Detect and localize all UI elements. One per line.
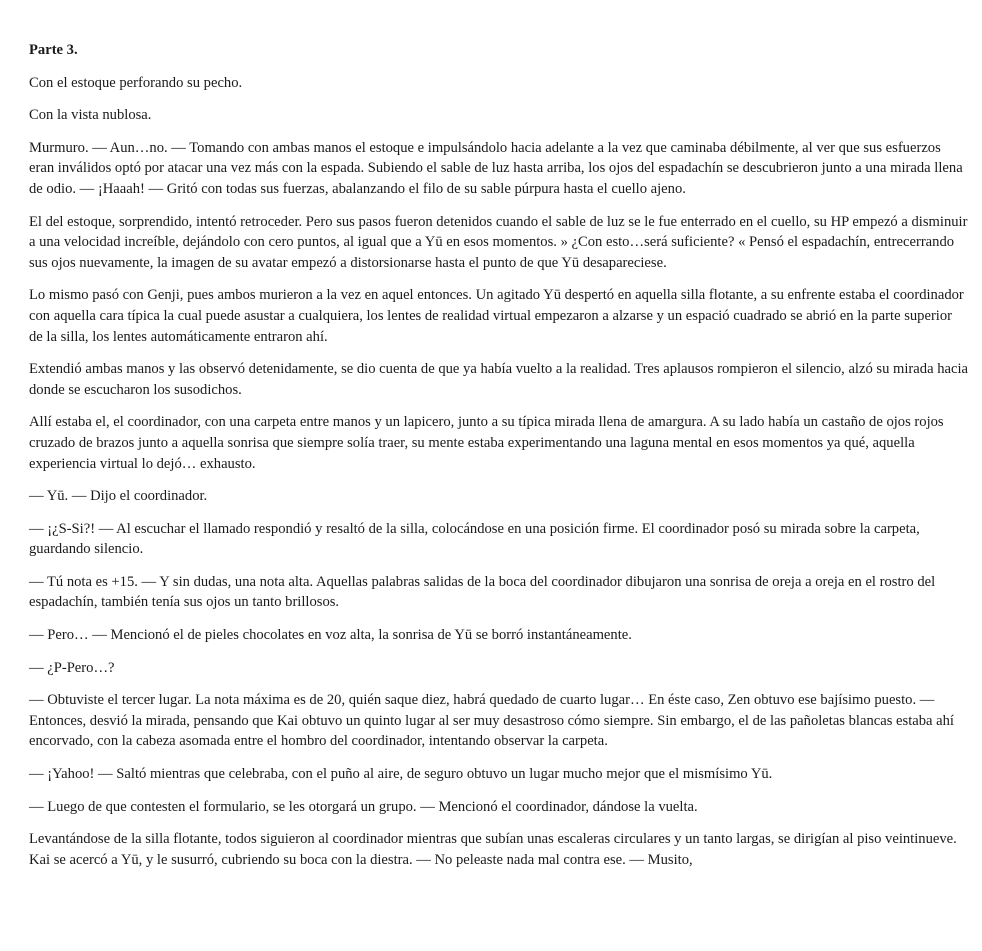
section-heading: Parte 3.	[29, 42, 78, 58]
paragraph: — Yū. — Dijo el coordinador.	[29, 488, 208, 505]
paragraph: Lo mismo pasó con Genji, pues ambos murieron a la vez en aquel entonces. Un agitado Yū despertó en aquella silla flotante, a su enfrente estaba el coordinador con aquella cara típica la cual puede asustar a cualquiera, los lentes de realidad virtual empezaron a alzarse y un espació cuadrado se abrió en la parte superior de la silla, los lentes automáticamente entraron ahí.	[29, 287, 964, 345]
paragraph: — Luego de que contesten el formulario, se les otorgará un grupo. — Mencionó el coordinador, dándose la vuelta.	[29, 798, 698, 815]
paragraph: Con el estoque perforando su pecho.	[29, 74, 243, 91]
paragraph: — Obtuviste el tercer lugar. La nota máxima es de 20, quién saque diez, habrá quedado de cuarto lugar… En éste caso, Zen obtuvo ese bajísimo puesto. — Entonces, desvió la mirada, pensando que Kai obtuvo un quinto lugar al ser muy desastroso cómo siempre. Sin embargo, el de las pañoletas blancas estaba ahí encorvado, con la cabeza asomada entre el hombro del coordinador, intentando observar la carpeta.	[29, 692, 954, 750]
paragraph: Allí estaba el, el coordinador, con una carpeta entre manos y un lapicero, junto a su típica mirada llena de amargura. A su lado había un castaño de ojos rojos cruzado de brazos junto a aquella sonrisa que siempre solía traer, su mente estaba experimentando una laguna mental en esos momentos ya qué, aquella experiencia virtual lo dejó… exhausto.	[29, 414, 944, 472]
paragraph: Extendió ambas manos y las observó detenidamente, se dio cuenta de que ya había vuelto a la realidad. Tres aplausos rompieron el silencio, alzó su mirada hacia donde se escucharon los susodichos.	[29, 361, 968, 398]
paragraph: El del estoque, sorprendido, intentó retroceder. Pero sus pasos fueron detenidos cuando el sable de luz se le fue enterrado en el cuello, su HP empezó a disminuir a una velocidad increíble, dejándolo con cero puntos, al igual que a Yū en esos momentos. » ¿Con esto…será suficiente? « Pensó el espadachín, entrecerrando sus ojos nuevamente, la imagen de su avatar empezó a distorsionarse hasta el punto de que Yū desapareciese.	[29, 213, 968, 271]
paragraph: — ¡¿S-Si?! — Al escuchar el llamado respondió y resaltó de la silla, colocándose en una posición firme. El coordinador posó su mirada sobre la carpeta, guardando silencio.	[29, 520, 920, 558]
paragraph: Levantándose de la silla flotante, todos siguieron al coordinador mientras que subían unas escaleras circulares y un tanto largas, se dirigían al piso veintinueve. Kai se acercó a Yū, y le susurró, cubriendo su boca con la diestra. — No peleaste nada mal contra ese. — Musito,	[29, 831, 957, 868]
paragraph: — ¡Yahoo! — Saltó mientras que celebraba, con el puño al aire, de seguro obtuvo un lugar mucho mejor que el mismísimo Yū.	[29, 766, 773, 783]
paragraph: — ¿P-Pero…?	[29, 659, 115, 676]
paragraph: — Pero… — Mencionó el de pieles chocolates en voz alta, la sonrisa de Yū se borró instantáneamente.	[29, 627, 632, 644]
document-page	[29, 40, 969, 882]
paragraph: Murmuro. — Aun…no. — Tomando con ambas manos el estoque e impulsándolo hacia adelante a la vez que caminaba débilmente, al ver que sus esfuerzos eran inválidos optó por atacar una vez más con la espada. Subiendo el sable de luz hasta arriba, los ojos del espadachín se descubrieron junto a una mirada llena de odio. — ¡Haaah! — Gritó con todas sus fuerzas, abalanzando el filo de su sable púrpura hasta el cuello ajeno.	[29, 139, 963, 197]
paragraph: Con la vista nublosa.	[29, 107, 152, 124]
paragraph: — Tú nota es +15. — Y sin dudas, una nota alta. Aquellas palabras salidas de la boca del coordinador dibujaron una sonrisa de oreja a oreja en el rostro del espadachín, también tenía sus ojos un tanto brillosos.	[29, 573, 936, 611]
